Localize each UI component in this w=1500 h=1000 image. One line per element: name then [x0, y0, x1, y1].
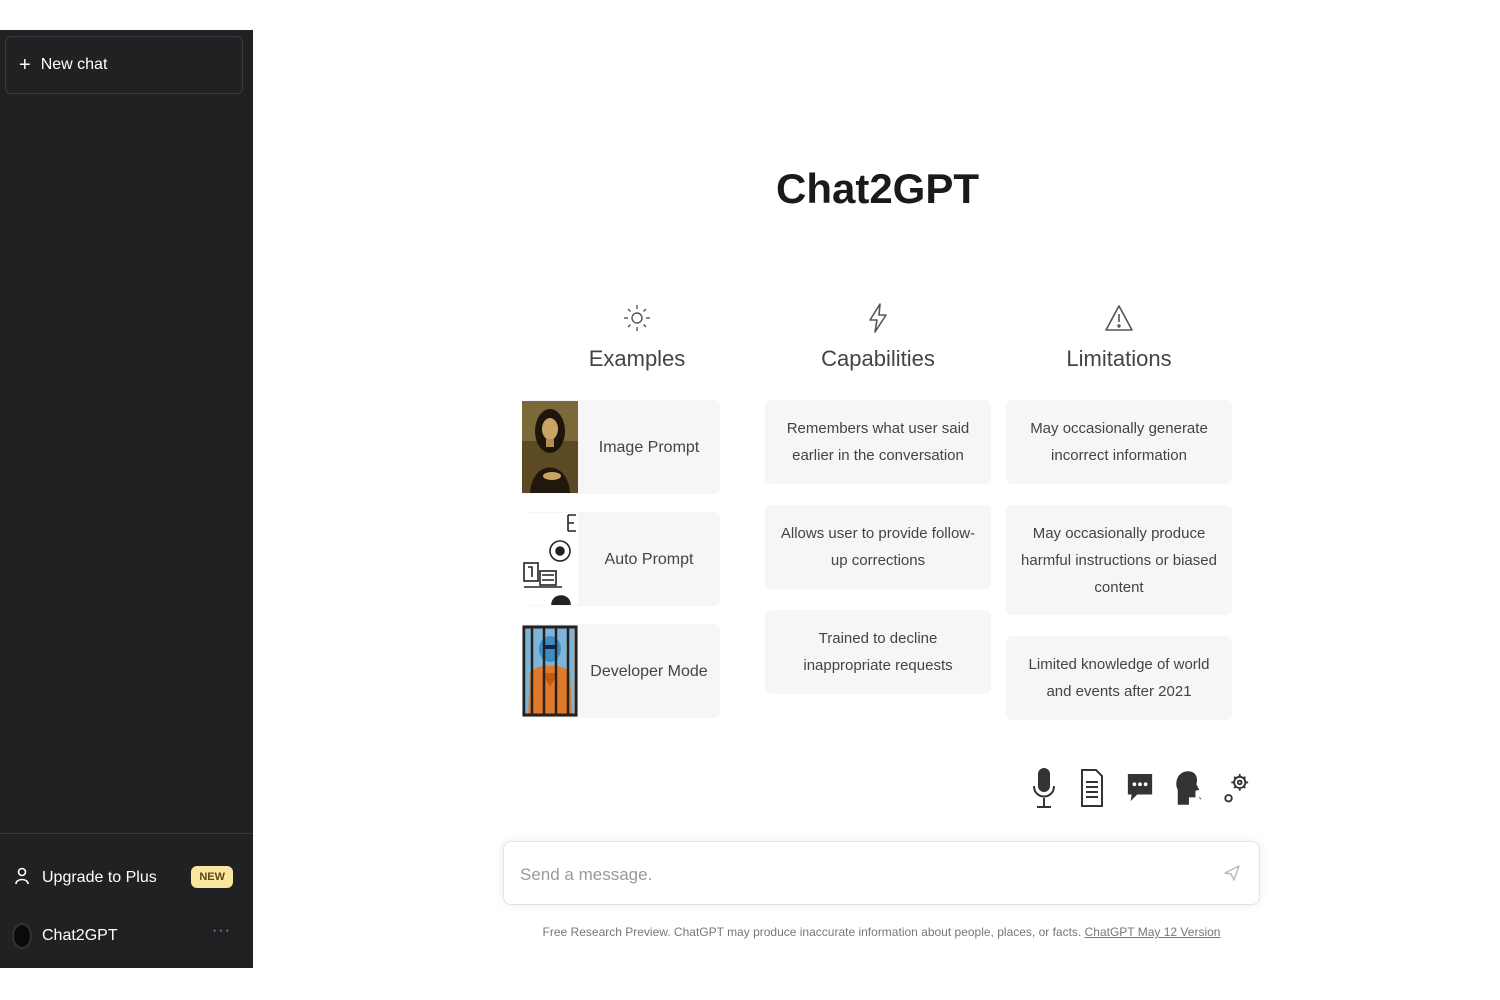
- example-label: Auto Prompt: [604, 550, 694, 568]
- column-label: Examples: [588, 346, 686, 371]
- footer-text: Free Research Preview. ChatGPT may produce inaccurate information about people, places, or facts.: [542, 925, 1085, 939]
- upgrade-label: Upgrade to Plus: [42, 869, 157, 886]
- capability-card: Allows user to provide follow-up corrections: [765, 505, 991, 589]
- column-label: Limitations: [1066, 346, 1172, 371]
- send-icon[interactable]: [1223, 864, 1241, 887]
- new-badge: NEW: [191, 866, 233, 888]
- speaking-head-icon[interactable]: [1174, 766, 1202, 810]
- limitation-card: May occasionally produce harmful instructions or biased content: [1006, 505, 1232, 615]
- capability-card: Trained to decline inappropriate requests: [765, 610, 991, 694]
- settings-gears-icon[interactable]: [1222, 766, 1250, 810]
- message-input[interactable]: [518, 856, 1202, 894]
- column-header-examples: [524, 300, 750, 372]
- limitation-card: Limited knowledge of world and events after 2021: [1006, 636, 1232, 720]
- robot-behind-bars-thumb: [522, 625, 578, 717]
- more-options-icon[interactable]: ···: [212, 922, 231, 939]
- limitation-card: May occasionally generate incorrect information: [1006, 400, 1232, 484]
- example-card-auto-prompt[interactable]: [522, 512, 720, 606]
- sun-icon: [524, 300, 750, 336]
- new-chat-button[interactable]: [5, 36, 243, 94]
- sidebar: [0, 30, 253, 968]
- page-title: Chat2GPT: [775, 165, 980, 212]
- example-card-image-prompt[interactable]: [522, 400, 720, 494]
- chat-bubble-icon[interactable]: [1126, 766, 1154, 810]
- portrait-painting-thumb: [522, 401, 578, 493]
- upgrade-to-plus-button[interactable]: [14, 858, 239, 898]
- plus-icon: +: [19, 54, 31, 76]
- column-header-limitations: [1006, 300, 1232, 372]
- example-label: Developer Mode: [590, 662, 708, 680]
- tools-toolbar: [1030, 766, 1250, 810]
- avatar: [14, 925, 30, 947]
- document-icon[interactable]: [1078, 766, 1106, 810]
- user-menu-button[interactable]: [14, 916, 239, 956]
- message-composer: [503, 841, 1260, 905]
- lightning-icon: [765, 300, 991, 336]
- column-label: Capabilities: [821, 346, 935, 371]
- user-name: Chat2GPT: [42, 927, 118, 944]
- robot-sketch-thumb: [522, 513, 578, 605]
- capability-card: Remembers what user said earlier in the conversation: [765, 400, 991, 484]
- example-label: Image Prompt: [598, 438, 700, 456]
- user-icon: [14, 867, 30, 890]
- warning-triangle-icon: [1006, 300, 1232, 336]
- microphone-icon[interactable]: [1030, 766, 1058, 810]
- new-chat-label: New chat: [40, 56, 108, 73]
- column-header-capabilities: [765, 300, 991, 372]
- version-link[interactable]: ChatGPT May 12 Version: [1084, 925, 1221, 939]
- example-card-developer-mode[interactable]: [522, 624, 720, 718]
- sidebar-divider: [0, 833, 253, 834]
- footer-disclaimer: [500, 925, 1263, 939]
